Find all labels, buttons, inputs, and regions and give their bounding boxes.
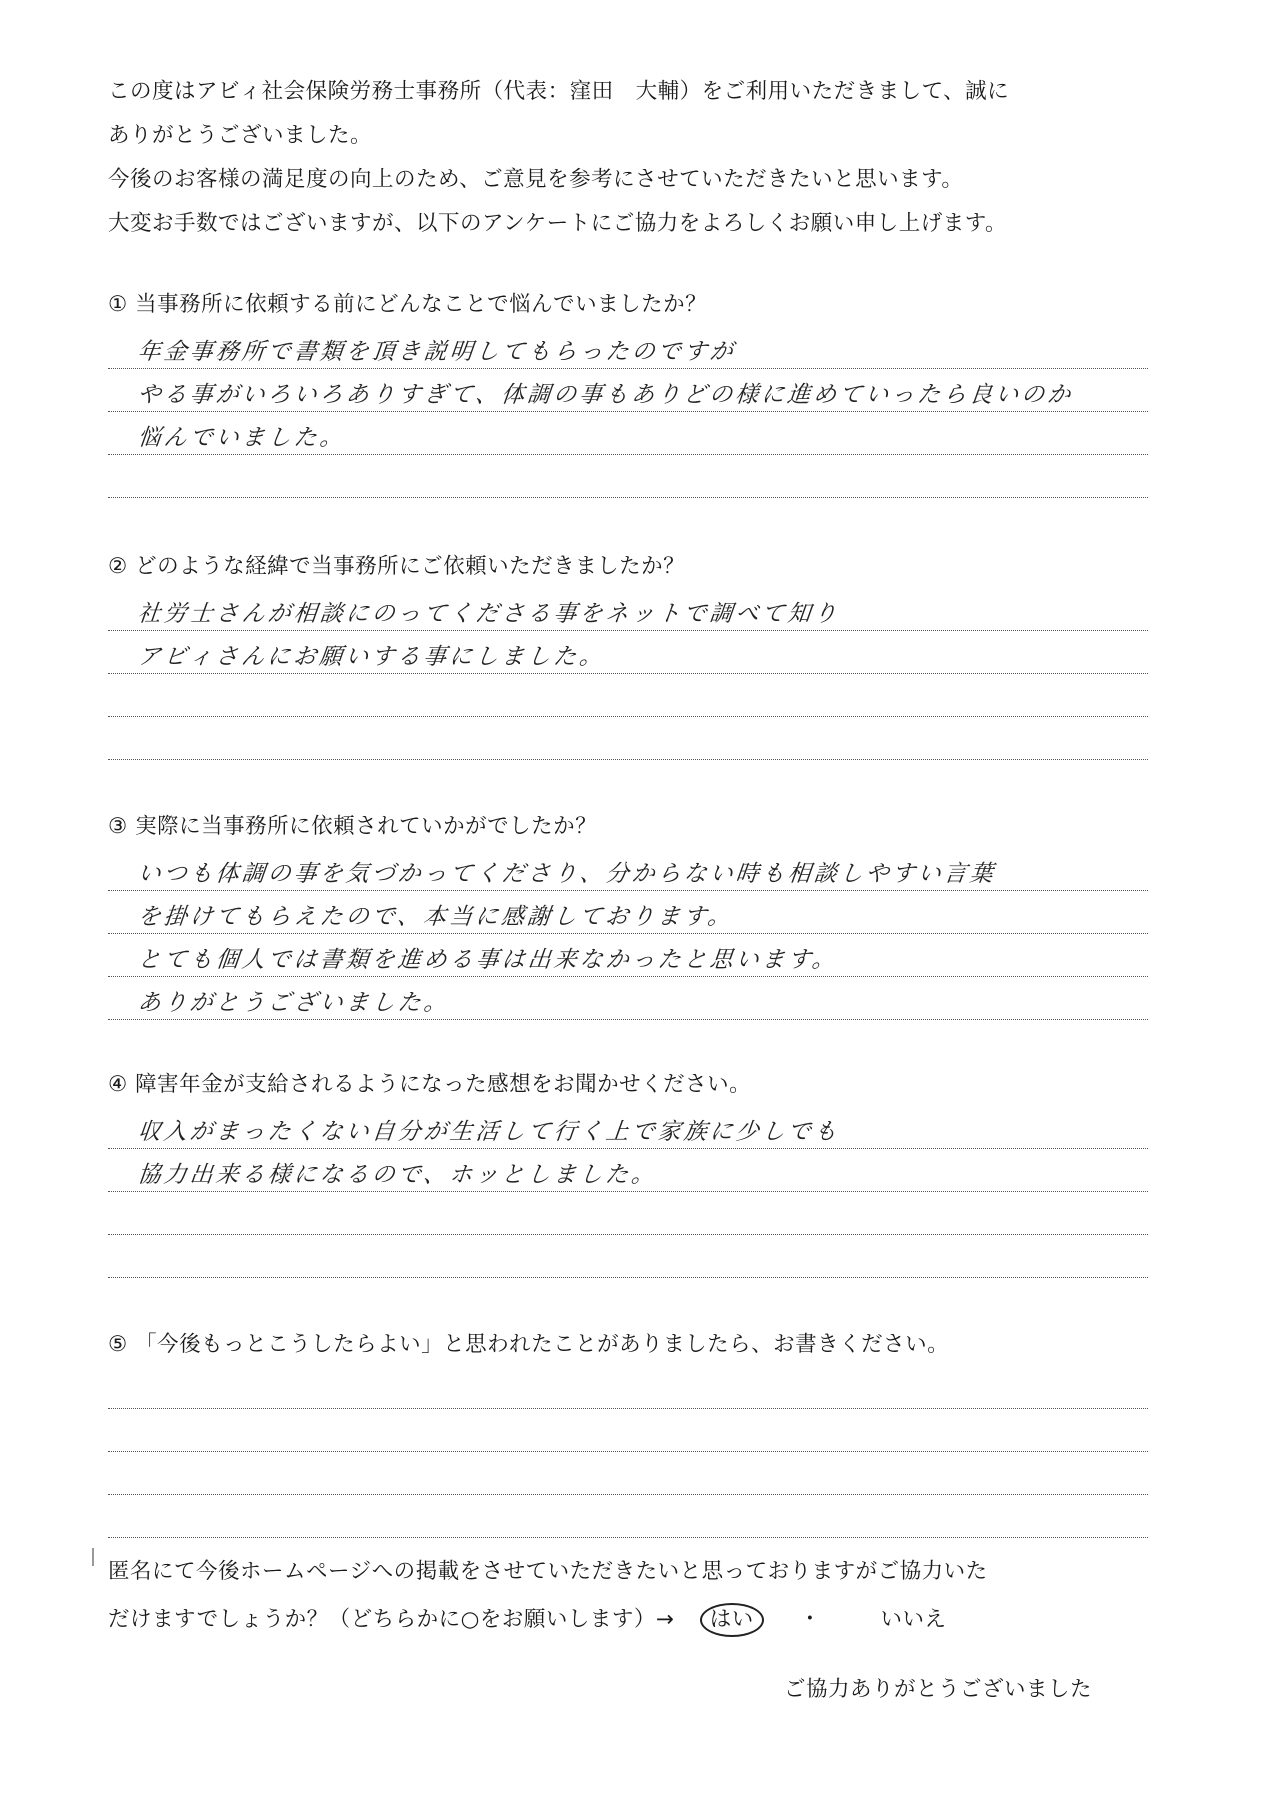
answer-line — [108, 631, 1148, 674]
answer-line — [108, 369, 1148, 412]
handwritten-answer: 社労士さんが相談にのってくださる事をネットで調べて知り — [136, 601, 841, 627]
consent-line-1: 匿名にて今後ホームページへの掲載をさせていただきたいと思っておりますがご協力いた — [108, 1559, 988, 1584]
question-4-title: ④ 障害年金が支給されるようになった感想をお聞かせください。 — [108, 1072, 752, 1097]
answer-line — [108, 1106, 1148, 1149]
answer-line — [108, 1366, 1148, 1409]
intro-line-1: この度はアビィ社会保険労務士事務所（代表：窪田 大輔）をご利用いただきまして、誠に — [108, 79, 1010, 104]
answer-line — [108, 1495, 1148, 1538]
handwritten-answer: いつも体調の事を気づかってくださり、分からない時も相談しやすい言葉 — [136, 861, 998, 887]
answer-line — [108, 588, 1148, 631]
handwritten-answer: 収入がまったくない自分が生活して行く上で家族に少しでも — [136, 1119, 842, 1145]
question-1-title: ① 当事務所に依頼する前にどんなことで悩んでいましたか？ — [108, 292, 708, 317]
answer-line — [108, 1149, 1148, 1192]
answer-line — [108, 848, 1148, 891]
handwritten-answer: とても個人では書類を進める事は出来なかったと思います。 — [136, 947, 840, 973]
answer-line — [108, 891, 1148, 934]
question-5-answer-area[interactable] — [108, 1366, 1148, 1538]
handwritten-answer: を掛けてもらえたので、本当に感謝しております。 — [136, 904, 735, 930]
question-2-title: ② どのような経緯で当事務所にご依頼いただきましたか？ — [108, 554, 686, 579]
answer-line — [108, 717, 1148, 760]
question-4-answer-area[interactable] — [108, 1106, 1148, 1278]
margin-mark — [92, 1548, 94, 1566]
handwritten-answer: 悩んでいました。 — [136, 425, 348, 451]
answer-line — [108, 1235, 1148, 1278]
consent-question: だけますでしょうか？（どちらかに○をお願いします）→ — [108, 1607, 675, 1632]
question-5-title: ⑤ 「今後もっとこうしたらよい」と思われたことがありましたら、お書きください。 — [108, 1332, 950, 1357]
option-separator: ・ — [799, 1607, 822, 1632]
question-2 — [108, 552, 1148, 760]
intro-text — [108, 70, 1188, 246]
answer-line — [108, 934, 1148, 977]
answer-line — [108, 1192, 1148, 1235]
handwritten-answer: ありがとうございました。 — [136, 990, 452, 1016]
consent-line-2 — [108, 1596, 1188, 1644]
question-5 — [108, 1330, 1148, 1538]
answer-line — [108, 326, 1148, 369]
answer-line — [108, 1409, 1148, 1452]
handwritten-answer: 年金事務所で書類を頂き説明してもらったのですが — [136, 339, 738, 365]
answer-line — [108, 455, 1148, 498]
question-1-answer-area[interactable] — [108, 326, 1148, 498]
closing-thanks: ご協力ありがとうございました — [784, 1677, 1093, 1702]
handwritten-answer: やる事がいろいろありすぎて、体調の事もありどの様に進めていったら良いのか — [136, 382, 1075, 408]
answer-line — [108, 1452, 1148, 1495]
handwritten-answer: 協力出来る様になるので、ホッとしました。 — [136, 1162, 659, 1188]
intro-line-3: 今後のお客様の満足度の向上のため、ご意見を参考にさせていただきたいと思います。 — [108, 167, 964, 192]
answer-line — [108, 674, 1148, 717]
option-yes-circled[interactable]: はい — [700, 1603, 764, 1637]
intro-line-2: ありがとうございました。 — [108, 123, 373, 148]
answer-line — [108, 977, 1148, 1020]
question-3 — [108, 812, 1148, 1020]
answer-line — [108, 412, 1148, 455]
handwritten-answer: アビィさんにお願いする事にしました。 — [136, 644, 607, 670]
option-no[interactable]: いいえ — [880, 1607, 947, 1632]
question-2-answer-area[interactable] — [108, 588, 1148, 760]
publication-consent — [108, 1548, 1188, 1644]
question-1 — [108, 290, 1148, 498]
question-3-title: ③ 実際に当事務所に依頼されていかがでしたか？ — [108, 814, 598, 839]
question-3-answer-area[interactable] — [108, 848, 1148, 1020]
question-4 — [108, 1070, 1148, 1278]
intro-line-4: 大変お手数ではございますが、以下のアンケートにご協力をよろしくお願い申し上げます。 — [108, 211, 1007, 236]
